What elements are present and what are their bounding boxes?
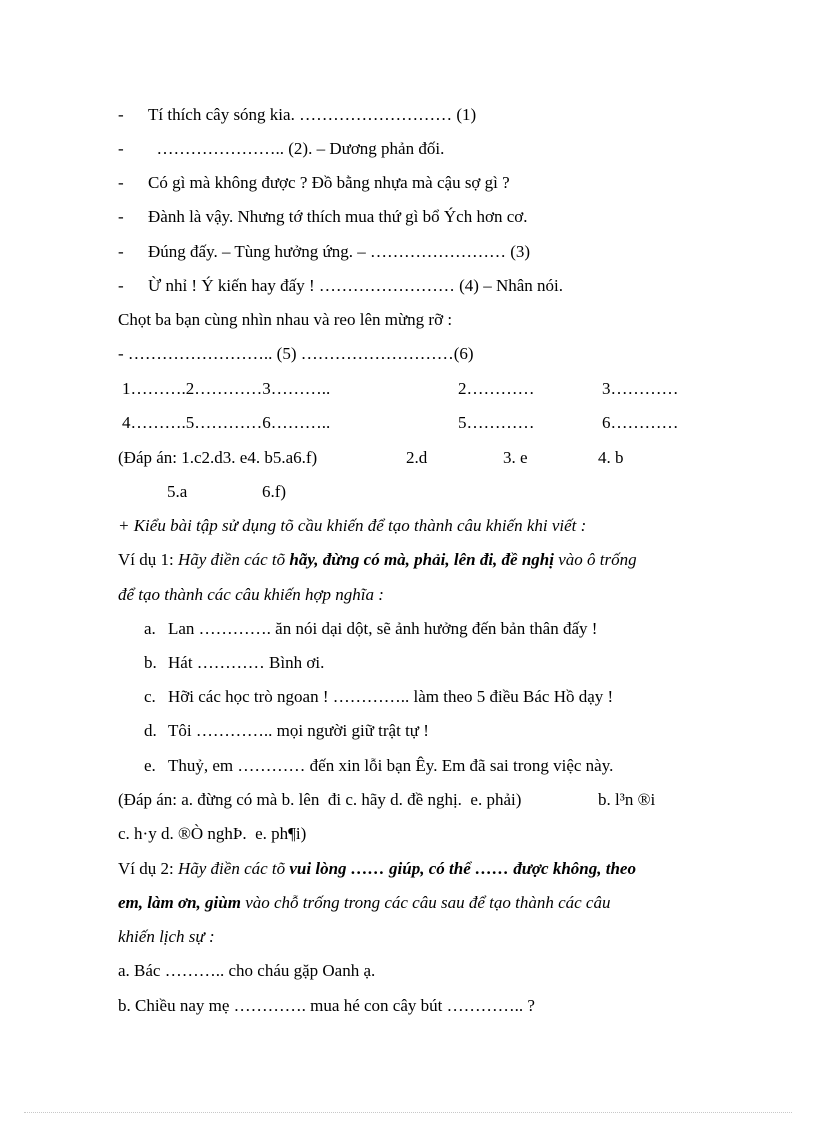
- example-1-line-1: Ví dụ 1: Hãy điền các tõ hãy, đừng có mà, phải, lên đi, đề nghị vào ô trống: [118, 550, 637, 569]
- example-2-item-b: b. Chiều nay mẹ …………. mua hé con cây bút ………….. ?: [118, 996, 535, 1015]
- example-2-item-a: a. Bác ……….. cho cháu gặp Oanh ạ.: [118, 961, 376, 980]
- example-2-words-1: vui lòng …… giúp, có thể …… được không, theo: [289, 859, 636, 878]
- example-1-item-e: e. Thuỷ, em ………… đến xin lỗi bạn Êy. Em đã sai trong việc này.: [144, 756, 614, 775]
- blank-line-5-6: - …………………….. (5) ………………………(6): [118, 344, 474, 363]
- example-1-words: hãy, đừng có mà, phải, lên đi, đề nghị: [289, 550, 554, 569]
- example-1-answer: (Đáp án: a. đừng có mà b. lên đi c. hãy d. đề nghị. e. phải): [118, 790, 522, 809]
- example-2-label: Ví dụ 2:: [118, 859, 174, 878]
- example-2-words-2: em, làm ơn, giùm: [118, 893, 241, 912]
- example-1-item-c: c. Hỡi các học trò ngoan ! ………….. làm theo 5 điều Bác Hồ dạy !: [144, 687, 614, 706]
- page-bottom-divider: [24, 1112, 792, 1113]
- example-2-line-2: em, làm ơn, giùm vào chỗ trống trong các câu sau để tạo thành các câu: [118, 893, 611, 912]
- answer-grid-row1-left: 1……….2…………3………..: [122, 379, 331, 398]
- dialogue-line-3: - Có gì mà không được ? Đồ bằng nhựa mà cậu sợ gì ?: [118, 173, 510, 192]
- example-1-answer-alt-1: b. l³n ®i: [598, 790, 656, 809]
- dialogue-line-5: - Đúng đấy. – Tùng hưởng ứng. – …………………… (3): [118, 242, 531, 261]
- example-1-item-b: b. Hát ………… Bình ơi.: [144, 653, 325, 672]
- answer-grid-row2-right: 6…………: [602, 413, 679, 432]
- dialogue-line-1: - Tí thích cây sóng kia. ……………………… (1): [118, 105, 477, 124]
- answer-grid-row2-mid: 5…………: [458, 413, 535, 432]
- narration-line: Chọt ba bạn cùng nhìn nhau và reo lên mừng rỡ :: [118, 310, 453, 329]
- example-1-label: Ví dụ 1:: [118, 550, 174, 569]
- example-1-item-a: a. Lan …………. ăn nói dại dột, sẽ ảnh hưởng đến bản thân đấy !: [144, 619, 598, 638]
- dialogue-line-4: - Đành là vậy. Nhưng tớ thích mua thứ gì bổ Ých hơn cơ.: [118, 207, 528, 226]
- dialogue-line-6: - Ừ nhỉ ! Ý kiến hay đấy ! …………………… (4) – Nhân nói.: [118, 276, 563, 295]
- example-1-answer-alt-2: c. h·y d. ®Ò nghÞ. e. ph¶i): [118, 824, 307, 843]
- answer-grid-row2-left: 4……….5…………6………..: [122, 413, 331, 432]
- answer-key-1-c4: 5.a: [167, 482, 188, 501]
- example-2-line-3: khiến lịch sự :: [118, 927, 215, 946]
- example-2-line-1: Ví dụ 2: Hãy điền các tõ vui lòng …… giúp, có thể …… được không, theo: [118, 859, 636, 878]
- answer-grid-row1-mid: 2…………: [458, 379, 535, 398]
- answer-key-1-c3: 4. b: [598, 448, 624, 467]
- answer-key-1-c1: 2.d: [406, 448, 428, 467]
- answer-key-1-c2: 3. e: [503, 448, 528, 467]
- answer-key-1: (Đáp án: 1.c2.d3. e4. b5.a6.f): [118, 448, 318, 467]
- exercise-type-heading: + Kiểu bài tập sử dụng tõ cầu khiến để tạo thành câu khiến khi viết :: [118, 516, 587, 535]
- answer-key-1-c5: 6.f): [262, 482, 287, 501]
- dialogue-line-2: - ………………….. (2). – Dương phản đối.: [118, 139, 445, 158]
- example-1-item-d: d. Tôi ………….. mọi người giữ trật tự !: [144, 721, 429, 740]
- answer-grid-row1-right: 3…………: [602, 379, 679, 398]
- example-1-line-2: để tạo thành các câu khiến hợp nghĩa :: [118, 585, 384, 604]
